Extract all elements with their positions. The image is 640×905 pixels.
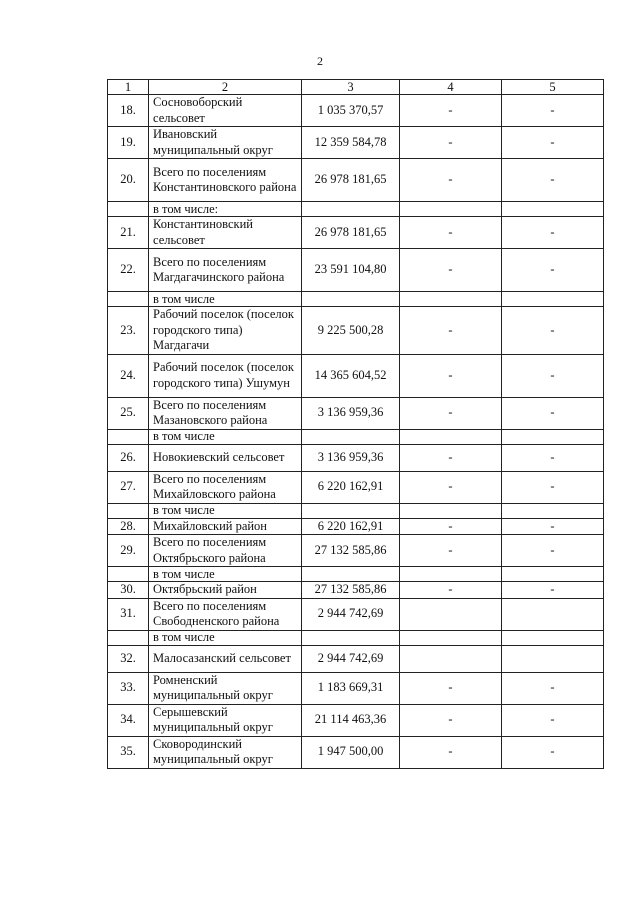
header-cell-2: 2 xyxy=(149,80,302,95)
column-5-cell xyxy=(502,429,604,444)
table-row xyxy=(108,645,604,672)
column-4-cell xyxy=(400,630,502,645)
column-5-cell: - xyxy=(502,471,604,503)
amount-cell: 2 944 742,69 xyxy=(302,598,400,630)
settlement-name-cell: в том числе xyxy=(149,503,302,518)
table-row xyxy=(108,397,604,429)
row-number-cell xyxy=(108,202,149,217)
settlement-name-cell: Рабочий поселок (поселок городского типа) Магдагачи xyxy=(149,307,302,355)
column-5-cell: - xyxy=(502,159,604,202)
column-4-cell: - xyxy=(400,307,502,355)
amount-cell: 26 978 181,65 xyxy=(302,217,400,249)
column-4-cell xyxy=(400,429,502,444)
row-number-cell: 29. xyxy=(108,535,149,567)
table-header-row xyxy=(108,80,604,95)
row-number-cell: 18. xyxy=(108,95,149,127)
table-row xyxy=(108,672,604,704)
column-5-cell: - xyxy=(502,672,604,704)
row-number-cell: 28. xyxy=(108,518,149,535)
column-4-cell xyxy=(400,292,502,307)
settlement-name-cell: Малосазанский сельсовет xyxy=(149,645,302,672)
table-row xyxy=(108,217,604,249)
row-number-cell: 35. xyxy=(108,736,149,768)
amount-cell xyxy=(302,567,400,582)
row-number-cell xyxy=(108,429,149,444)
column-5-cell xyxy=(502,567,604,582)
column-4-cell xyxy=(400,503,502,518)
header-cell-3: 3 xyxy=(302,80,400,95)
column-4-cell: - xyxy=(400,217,502,249)
row-number-cell: 19. xyxy=(108,127,149,159)
settlement-name-cell: Сосновоборский сельсовет xyxy=(149,95,302,127)
column-4-cell xyxy=(400,645,502,672)
column-5-cell: - xyxy=(502,444,604,471)
settlement-name-cell: в том числе xyxy=(149,567,302,582)
subheading-row xyxy=(108,202,604,217)
table-row xyxy=(108,598,604,630)
column-5-cell: - xyxy=(502,307,604,355)
row-number-cell: 22. xyxy=(108,249,149,292)
column-5-cell: - xyxy=(502,127,604,159)
column-4-cell: - xyxy=(400,95,502,127)
settlement-name-cell: Рабочий поселок (поселок городского типа) Ушумун xyxy=(149,354,302,397)
column-4-cell: - xyxy=(400,127,502,159)
settlement-name-cell: в том числе xyxy=(149,429,302,444)
settlement-name-cell: Всего по поселениям Михайловского района xyxy=(149,471,302,503)
row-number-cell: 25. xyxy=(108,397,149,429)
row-number-cell: 24. xyxy=(108,354,149,397)
column-4-cell xyxy=(400,598,502,630)
amount-cell: 1 035 370,57 xyxy=(302,95,400,127)
column-5-cell: - xyxy=(502,397,604,429)
column-5-cell: - xyxy=(502,518,604,535)
amount-cell: 9 225 500,28 xyxy=(302,307,400,355)
subheading-row xyxy=(108,630,604,645)
page-number: 2 xyxy=(317,54,323,68)
header-cell-5: 5 xyxy=(502,80,604,95)
column-5-cell: - xyxy=(502,736,604,768)
settlement-name-cell: Всего по поселениям Свободненского района xyxy=(149,598,302,630)
row-number-cell: 31. xyxy=(108,598,149,630)
amount-cell: 6 220 162,91 xyxy=(302,518,400,535)
table-body xyxy=(108,80,604,769)
table-row xyxy=(108,307,604,355)
table-row xyxy=(108,582,604,599)
settlement-name-cell: Михайловский район xyxy=(149,518,302,535)
column-5-cell xyxy=(502,598,604,630)
amount-cell: 2 944 742,69 xyxy=(302,645,400,672)
settlement-name-cell: в том числе xyxy=(149,630,302,645)
amount-cell: 12 359 584,78 xyxy=(302,127,400,159)
settlement-name-cell: Константиновский сельсовет xyxy=(149,217,302,249)
table-row xyxy=(108,95,604,127)
column-5-cell: - xyxy=(502,535,604,567)
row-number-cell: 21. xyxy=(108,217,149,249)
row-number-cell xyxy=(108,503,149,518)
amount-cell: 14 365 604,52 xyxy=(302,354,400,397)
table-row xyxy=(108,518,604,535)
settlement-name-cell: в том числе xyxy=(149,292,302,307)
column-5-cell xyxy=(502,630,604,645)
amount-cell: 27 132 585,86 xyxy=(302,535,400,567)
row-number-cell: 26. xyxy=(108,444,149,471)
column-5-cell xyxy=(502,503,604,518)
column-4-cell: - xyxy=(400,159,502,202)
row-number-cell xyxy=(108,292,149,307)
column-4-cell: - xyxy=(400,736,502,768)
table-row xyxy=(108,444,604,471)
column-5-cell: - xyxy=(502,217,604,249)
column-4-cell: - xyxy=(400,535,502,567)
column-4-cell xyxy=(400,202,502,217)
amount-cell: 1 183 669,31 xyxy=(302,672,400,704)
settlement-name-cell: Всего по поселениям Мазановского района xyxy=(149,397,302,429)
column-5-cell xyxy=(502,202,604,217)
allocation-table xyxy=(107,79,604,769)
amount-cell xyxy=(302,202,400,217)
row-number-cell xyxy=(108,630,149,645)
table-row xyxy=(108,471,604,503)
amount-cell: 3 136 959,36 xyxy=(302,444,400,471)
subheading-row xyxy=(108,292,604,307)
column-5-cell xyxy=(502,292,604,307)
amount-cell: 23 591 104,80 xyxy=(302,249,400,292)
settlement-name-cell: Всего по поселениям Октябрьского района xyxy=(149,535,302,567)
settlement-name-cell: Ивановский муниципальный округ xyxy=(149,127,302,159)
row-number-cell: 33. xyxy=(108,672,149,704)
settlement-name-cell: Серышевский муниципальный округ xyxy=(149,704,302,736)
settlement-name-cell: Сковородинский муниципальный округ xyxy=(149,736,302,768)
subheading-row xyxy=(108,429,604,444)
column-4-cell: - xyxy=(400,518,502,535)
amount-cell: 1 947 500,00 xyxy=(302,736,400,768)
amount-cell xyxy=(302,503,400,518)
row-number-cell xyxy=(108,567,149,582)
column-4-cell: - xyxy=(400,354,502,397)
column-4-cell: - xyxy=(400,471,502,503)
settlement-name-cell: Октябрьский район xyxy=(149,582,302,599)
table-row xyxy=(108,249,604,292)
subheading-row xyxy=(108,567,604,582)
row-number-cell: 23. xyxy=(108,307,149,355)
settlement-name-cell: Ромненский муниципальный округ xyxy=(149,672,302,704)
column-4-cell: - xyxy=(400,582,502,599)
settlement-name-cell: в том числе: xyxy=(149,202,302,217)
column-5-cell: - xyxy=(502,95,604,127)
subheading-row xyxy=(108,503,604,518)
column-4-cell: - xyxy=(400,397,502,429)
column-5-cell xyxy=(502,645,604,672)
row-number-cell: 20. xyxy=(108,159,149,202)
column-4-cell xyxy=(400,567,502,582)
settlement-name-cell: Новокиевский сельсовет xyxy=(149,444,302,471)
amount-cell xyxy=(302,292,400,307)
header-cell-1: 1 xyxy=(108,80,149,95)
table-row xyxy=(108,535,604,567)
row-number-cell: 34. xyxy=(108,704,149,736)
table-row xyxy=(108,354,604,397)
column-5-cell: - xyxy=(502,249,604,292)
settlement-name-cell: Всего по поселениям Константиновского района xyxy=(149,159,302,202)
amount-cell: 27 132 585,86 xyxy=(302,582,400,599)
amount-cell xyxy=(302,429,400,444)
amount-cell xyxy=(302,630,400,645)
column-5-cell: - xyxy=(502,354,604,397)
row-number-cell: 32. xyxy=(108,645,149,672)
column-4-cell: - xyxy=(400,704,502,736)
amount-cell: 21 114 463,36 xyxy=(302,704,400,736)
table-row xyxy=(108,704,604,736)
amount-cell: 3 136 959,36 xyxy=(302,397,400,429)
column-5-cell: - xyxy=(502,704,604,736)
column-4-cell: - xyxy=(400,444,502,471)
column-4-cell: - xyxy=(400,249,502,292)
amount-cell: 26 978 181,65 xyxy=(302,159,400,202)
settlement-name-cell: Всего по поселениям Магдагачинского района xyxy=(149,249,302,292)
table-row xyxy=(108,127,604,159)
column-4-cell: - xyxy=(400,672,502,704)
row-number-cell: 27. xyxy=(108,471,149,503)
table-row xyxy=(108,736,604,768)
column-5-cell: - xyxy=(502,582,604,599)
amount-cell: 6 220 162,91 xyxy=(302,471,400,503)
header-cell-4: 4 xyxy=(400,80,502,95)
table-row xyxy=(108,159,604,202)
row-number-cell: 30. xyxy=(108,582,149,599)
